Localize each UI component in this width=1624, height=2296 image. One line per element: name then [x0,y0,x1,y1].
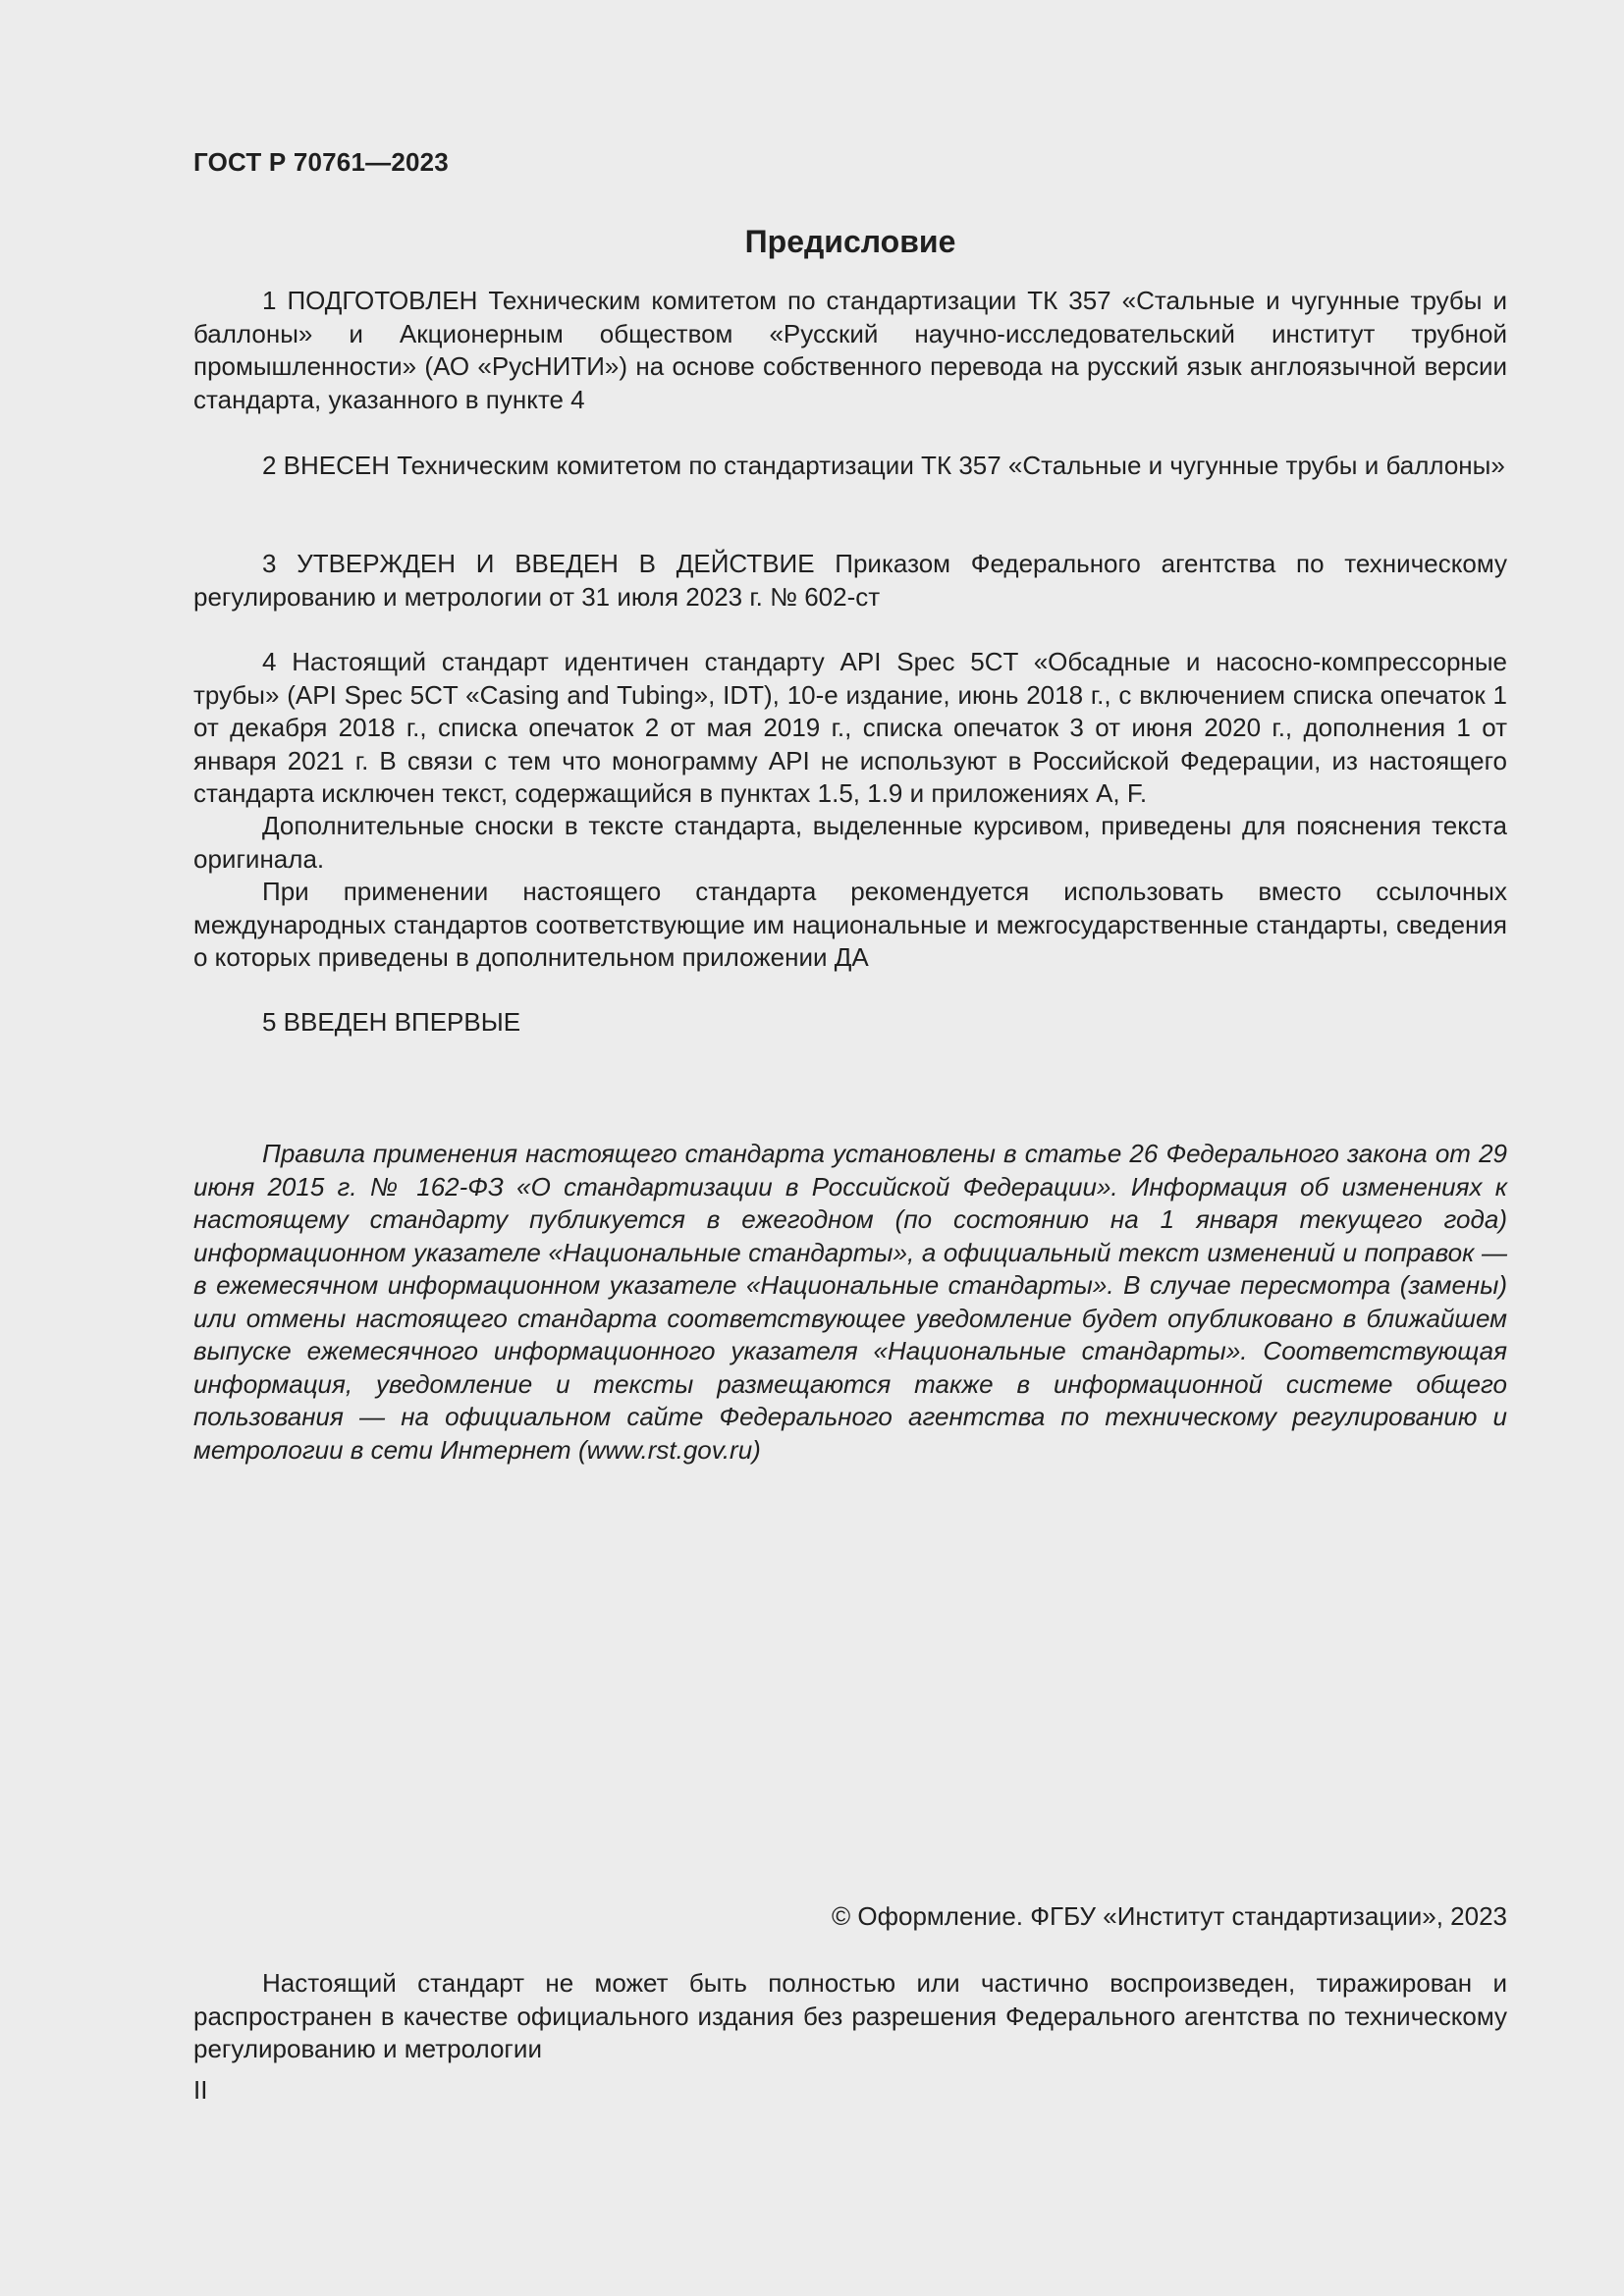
document-code: ГОСТ Р 70761—2023 [193,147,449,177]
foreword-item-4: 4 Настоящий стандарт идентичен стандарту API Spec 5CT «Обсадные и насосно-компрессорные трубы» (API Spec 5CT «Casing and Tubing», IDT), 10-е издание, июнь 2018 г., с включением списка опечаток 1 от декабря 2018 г., списка опечаток 2 от мая 2019 г., списка опечаток 3 от июня 2020 г., дополнения 1 от января 2021 г. В связи с тем что монограмму API не используют в Российской Федерации, из настоящего стандарта исключен текст, содержащийся в пунктах 1.5, 1.9 и приложениях A, F. [193,647,1507,808]
foreword-item-4-references: При применении настоящего стандарта рекомендуется использовать вместо ссылочных международных стандартов соответствующие им национальные и межгосударственные стандарты, сведения о которых приведены в дополнительном приложении ДА [193,877,1507,972]
foreword-item-4-footnotes: Дополнительные сноски в тексте стандарта, выделенные курсивом, приведены для пояснения текста оригинала. [193,811,1507,874]
reproduction-notice: Настоящий стандарт не может быть полностью или частично воспроизведен, тиражирован и распространен в качестве официального издания без разрешения Федерального агентства по техническому регулированию и метрологии [193,1968,1507,2063]
foreword-item-3: 3 УТВЕРЖДЕН И ВВЕДЕН В ДЕЙСТВИЕ Приказом Федерального агентства по техническому регулированию и метрологии от 31 июля 2023 г. № 602-ст [193,549,1507,612]
foreword-item-2: 2 ВНЕСЕН Техническим комитетом по стандартизации ТК 357 «Стальные и чугунные трубы и баллоны» [262,451,1505,480]
rules-notice: Правила применения настоящего стандарта установлены в статье 26 Федерального закона от 29 июня 2015 г. № 162-ФЗ «О стандартизации в Российской Федерации». Информация об изменениях к настоящему стандарту публикуется в ежегодном (по состоянию на 1 января текущего года) информационном указателе «Национальные стандарты», а официальный текст изменений и поправок — в ежемесячном информационном указателе «Национальные стандарты». В случае пересмотра (замены) или отмены настоящего стандарта соответствующее уведомление будет опубликовано в ближайшем выпуске ежемесячного информационного указателя «Национальные стандарты». Соответствующая информация, уведомление и тексты размещаются также в информационной системе общего пользования — на официальном сайте Федерального агентства по техническому регулированию и метрологии в сети Интернет (www.rst.gov.ru) [193,1139,1507,1465]
document-page [193,0,1507,2296]
foreword-item-1: 1 ПОДГОТОВЛЕН Техническим комитетом по стандартизации ТК 357 «Стальные и чугунные трубы и баллоны» и Акционерным обществом «Русский научно-исследовательский институт трубной промышленности» (АО «РусНИТИ») на основе собственного перевода на русский язык англоязычной версии стандарта, указанного в пункте 4 [193,286,1507,414]
copyright-line: © Оформление. ФГБУ «Институт стандартизации», 2023 [832,1901,1507,1931]
foreword-item-5: 5 ВВЕДЕН ВПЕРВЫЕ [262,1007,521,1037]
page-title: Предисловие [744,224,956,259]
page-number: II [193,2075,208,2105]
